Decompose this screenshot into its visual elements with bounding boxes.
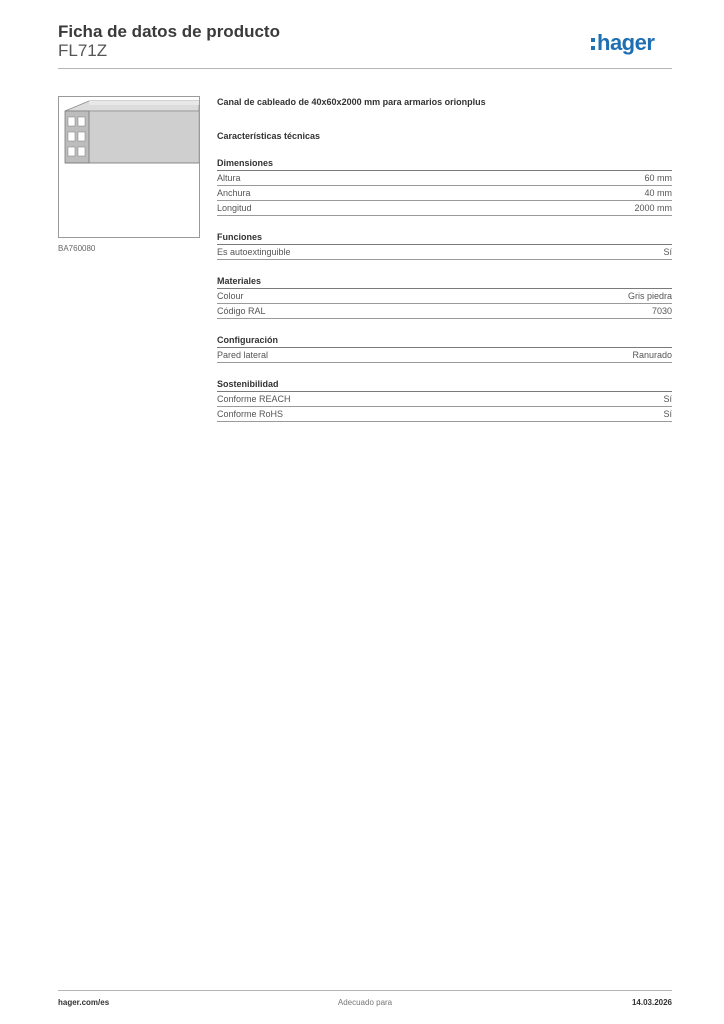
spec-label: Anchura	[217, 188, 251, 198]
spec-row	[217, 201, 672, 216]
spec-value: 60 mm	[644, 173, 672, 183]
section-materiales	[217, 275, 672, 319]
spec-value: Sí	[663, 247, 672, 257]
spec-label: Longitud	[217, 203, 252, 213]
spec-label: Es autoextinguible	[217, 247, 291, 257]
spec-row	[217, 348, 672, 363]
spec-value: Sí	[663, 394, 672, 404]
spec-row	[217, 186, 672, 201]
section-funciones	[217, 231, 672, 260]
spec-value: 2000 mm	[634, 203, 672, 213]
product-description: Canal de cableado de 40x60x2000 mm para armarios orionplus	[217, 97, 486, 107]
page-footer	[58, 998, 672, 1012]
image-reference: BA760080	[58, 244, 96, 253]
section-title: Dimensiones	[217, 157, 672, 171]
cable-duct-illustration	[59, 97, 199, 237]
product-code: FL71Z	[58, 41, 108, 60]
spec-label: Pared lateral	[217, 350, 269, 360]
product-details	[217, 96, 672, 422]
spec-row	[217, 245, 672, 260]
technical-characteristics-title: Características técnicas	[217, 131, 321, 141]
section-dimensiones	[217, 157, 672, 216]
spec-label: Altura	[217, 173, 241, 183]
spec-row	[217, 392, 672, 407]
spec-row	[217, 407, 672, 422]
footer-website-link[interactable]: hager.com/es	[58, 998, 110, 1007]
section-title: Materiales	[217, 275, 672, 289]
logo-dot-bottom	[591, 46, 595, 50]
spec-value: Ranurado	[632, 350, 672, 360]
document-title: Ficha de datos de producto	[58, 22, 280, 41]
hager-logo[interactable]	[590, 28, 672, 58]
spec-row	[217, 171, 672, 186]
spec-value: Sí	[663, 409, 672, 419]
logo-wordmark: hager	[597, 30, 655, 55]
spec-row	[217, 289, 672, 304]
footer-divider	[58, 990, 672, 991]
footer-note: Adecuado para	[337, 998, 393, 1007]
logo-dot-top	[591, 38, 595, 42]
section-title: Funciones	[217, 231, 672, 245]
footer-date: 14.03.2026	[631, 998, 672, 1007]
spec-value: 7030	[651, 306, 672, 316]
spec-label: Código RAL	[217, 306, 266, 316]
section-sostenibilidad	[217, 378, 672, 422]
section-configuracion	[217, 334, 672, 363]
spec-label: Conforme REACH	[217, 394, 291, 404]
spec-value: Gris piedra	[627, 291, 672, 301]
spec-row	[217, 304, 672, 319]
header-divider	[58, 68, 672, 69]
spec-label: Colour	[217, 291, 244, 301]
section-title: Configuración	[217, 334, 672, 348]
spec-value: 40 mm	[644, 188, 672, 198]
page-header	[58, 20, 672, 68]
product-image	[58, 96, 200, 238]
spec-label: Conforme RoHS	[217, 409, 284, 419]
section-title: Sostenibilidad	[217, 378, 672, 392]
